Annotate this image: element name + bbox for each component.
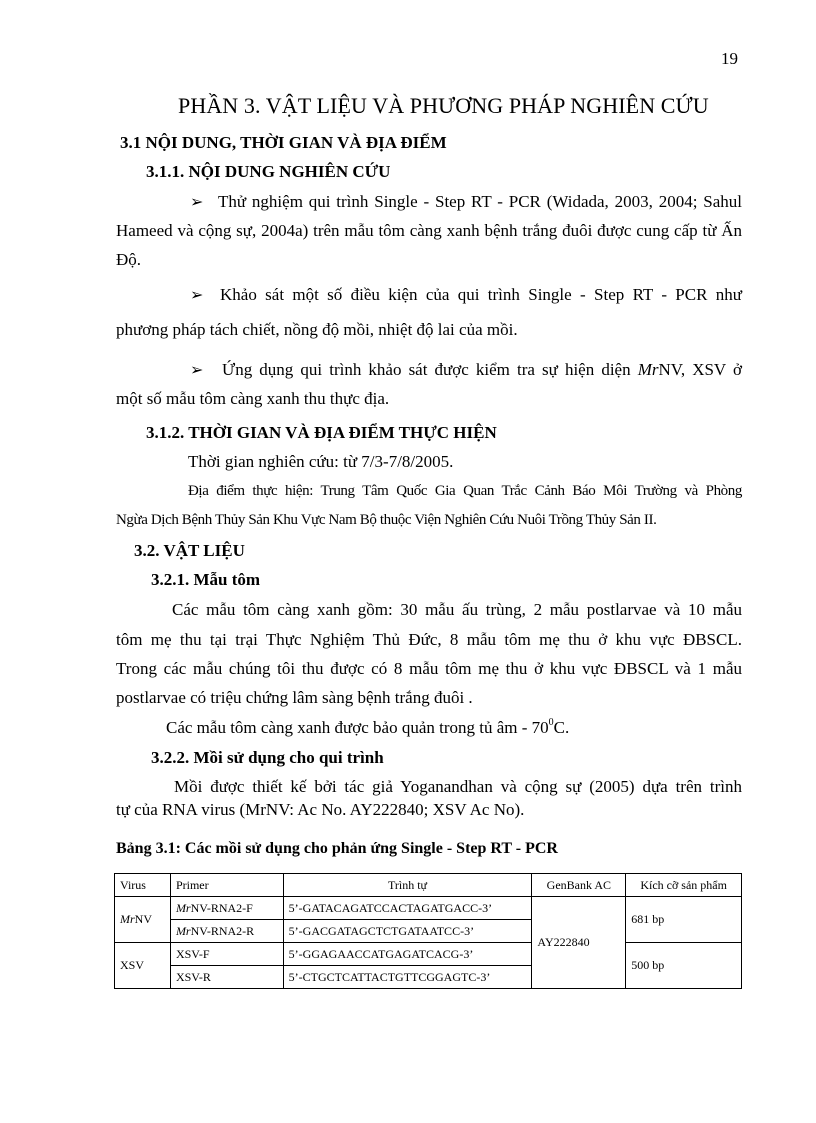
page-number: 19	[721, 49, 738, 68]
bullet-2-line-2: phương pháp tách chiết, nồng độ mồi, nhiệt độ lai của mồi.	[116, 320, 518, 339]
arrow-bullet-icon: ➢	[190, 360, 204, 379]
primer-table	[114, 873, 742, 989]
virus-mrnv-tail: NV	[134, 912, 153, 926]
bullet-1-line-2: Hameed và cộng sự, 2004a) trên mẫu tôm càng xanh bệnh trắng đuôi được cung cấp từ Ấn	[116, 221, 742, 240]
virus-cell-xsv: XSV	[115, 943, 171, 989]
shrimp-samples-line-2: tôm mẹ thu tại trại Thực Nghiệm Thủ Đức, 8 mẫu tôm mẹ thu ở khu vực ĐBSCL.	[116, 630, 742, 649]
table-caption: Bảng 3.1: Các mồi sử dụng cho phản ứng Single - Step RT - PCR	[116, 840, 558, 857]
bullet-1-line-3: Độ.	[116, 250, 142, 269]
arrow-bullet-icon: ➢	[190, 192, 204, 211]
primer-name: NV-RNA2-F	[190, 900, 253, 915]
virus-cell-mrnv	[115, 897, 171, 943]
sequence-cell: 5’-GATACAGATCCACTAGATGACC-3’	[283, 897, 532, 920]
storage-unit: C.	[553, 718, 570, 737]
bullet-3-line-2: một số mẫu tôm càng xanh thu thực địa.	[116, 389, 390, 408]
primer-cell	[170, 897, 283, 920]
section-3-1-2-heading: 3.1.2. THỜI GIAN VÀ ĐỊA ĐIỂM THỰC HIỆN	[146, 423, 497, 442]
sequence-cell: 5’-GACGATAGCTCTGATAATCC-3’	[283, 920, 532, 943]
bullet-1-line-1: Thử nghiệm qui trình Single - Step RT - PCR (Widada, 2003, 2004; Sahul	[218, 192, 742, 211]
table-header-row	[115, 874, 742, 897]
bullet-2-line-1: Khảo sát một số điều kiện của qui trình Single - Step RT - PCR như	[220, 285, 742, 304]
header-virus: Virus	[115, 874, 171, 897]
primer-design-line-1: Mồi được thiết kế bởi tác giả Yoganandhan và cộng sự (2005) dựa trên trình	[174, 777, 742, 796]
section-3-1-1-heading: 3.1.1. NỘI DUNG NGHIÊN CỨU	[146, 162, 391, 181]
size-cell-mrnv: 681 bp	[626, 897, 742, 943]
primer-name: NV-RNA2-R	[190, 923, 255, 938]
shrimp-samples-line-4: postlarvae có triệu chứng lâm sàng bệnh trắng đuôi .	[116, 688, 473, 707]
sequence-cell: 5’-GGAGAACCATGAGATCACG-3’	[283, 943, 532, 966]
bullet-3-line-1	[222, 360, 742, 380]
primer-cell	[170, 920, 283, 943]
virus-mrnv-italic: Mr	[120, 912, 135, 926]
primer-italic: Mr	[175, 900, 191, 915]
storage-note	[166, 718, 569, 738]
header-sequence: Trình tự	[283, 874, 532, 897]
shrimp-samples-line-1: Các mẫu tôm càng xanh gồm: 30 mẫu ấu trùng, 2 mẫu postlarvae và 10 mẫu	[172, 600, 742, 619]
sequence-cell: 5’-CTGCTCATTACTGTTCGGAGTC-3’	[283, 966, 532, 989]
bullet-3-text: Ứng dụng qui trình khảo sát được kiểm tra sự hiện diện	[222, 360, 638, 379]
genbank-cell: AY222840	[532, 897, 626, 989]
arrow-bullet-icon: ➢	[190, 285, 204, 304]
header-genbank: GenBank AC	[532, 874, 626, 897]
header-primer: Primer	[170, 874, 283, 897]
primer-cell: XSV-R	[170, 966, 283, 989]
size-cell-xsv: 500 bp	[626, 943, 742, 989]
research-time: Thời gian nghiên cứu: từ 7/3-7/8/2005.	[188, 452, 454, 471]
research-place-line-1: Địa điểm thực hiện: Trung Tâm Quốc Gia Quan Trắc Cảnh Báo Môi Trường và Phòng	[188, 483, 742, 499]
degree-superscript: 0	[548, 717, 554, 729]
primer-italic: Mr	[175, 923, 191, 938]
section-3-2-2-heading: 3.2.2. Mồi sử dụng cho qui trình	[151, 748, 384, 767]
chapter-title: PHẦN 3. VẬT LIỆU VÀ PHƯƠNG PHÁP NGHIÊN CỨU	[178, 93, 709, 118]
shrimp-samples-line-3: Trong các mẫu chúng tôi thu được có 8 mẫu tôm mẹ thu ở khu vực ĐBSCL và 1 mẫu	[116, 659, 742, 678]
bullet-3-text-tail: NV, XSV ở	[658, 360, 742, 379]
table-row	[115, 897, 742, 920]
section-3-2-heading: 3.2. VẬT LIỆU	[134, 541, 245, 560]
section-3-2-1-heading: 3.2.1. Mẫu tôm	[151, 570, 261, 589]
header-product-size: Kích cỡ sản phẩm	[626, 874, 742, 897]
mrnv-italic: Mr	[637, 360, 659, 379]
research-place-line-2: Ngừa Dịch Bệnh Thủy Sản Khu Vực Nam Bộ thuộc Viện Nghiên Cứu Nuôi Trồng Thủy Sản II.	[116, 512, 657, 528]
section-3-1-heading: 3.1 NỘI DUNG, THỜI GIAN VÀ ĐỊA ĐIỂM	[120, 133, 447, 152]
storage-text: Các mẫu tôm càng xanh được bảo quản trong tủ âm - 70	[166, 718, 549, 737]
primer-design-line-2: tự của RNA virus (MrNV: Ac No. AY222840; XSV Ac No).	[116, 800, 525, 819]
table-row	[115, 943, 742, 966]
primer-cell: XSV-F	[170, 943, 283, 966]
